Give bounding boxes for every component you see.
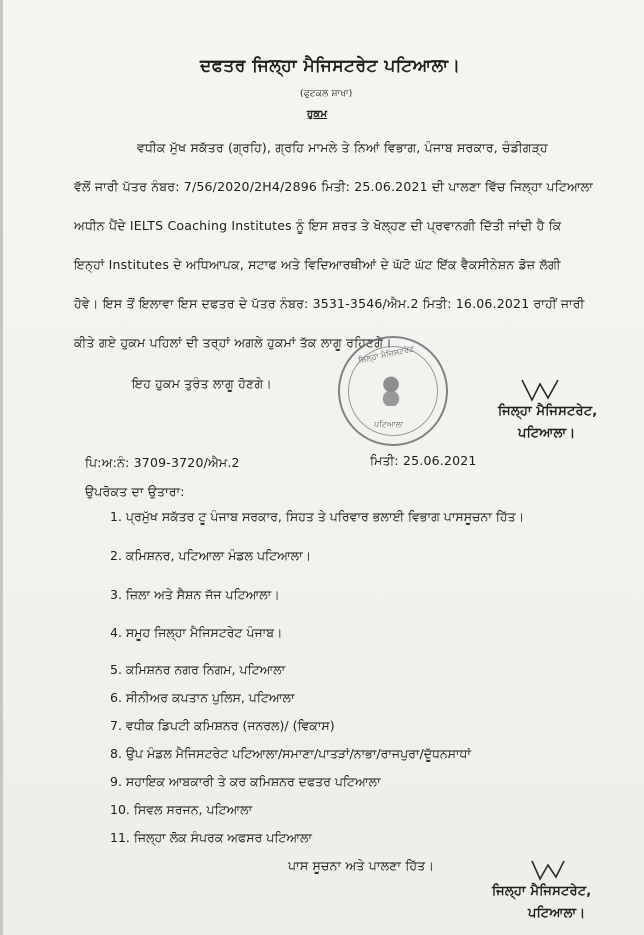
recipient-item-7: 7. ਵਧੀਕ ਡਿਪਟੀ ਕਮਿਸ਼ਨਰ (ਜਨਰਲ)/ (ਵਿਕਾਸ) bbox=[110, 718, 335, 733]
body-line-3: ਅਧੀਨ ਪੈਂਦੇ IELTS Coaching Institutes ਨੂੰ ਇਸ ਸ਼ਰਤ ਤੇ ਖੋਲ੍ਹਣ ਦੀ ਪ੍ਰਵਾਨਗੀ ਦਿੱਤੀ ਜਾਂਦੀ ਹੈ ਕਿ bbox=[74, 218, 562, 233]
signatory-place-2: ਪਟਿਆਲਾ। bbox=[528, 906, 586, 921]
recipient-item-11: 11. ਜਿਲ੍ਹਾ ਲੋਕ ਸੰਪਰਕ ਅਫਸਰ ਪਟਿਆਲਾ bbox=[110, 830, 312, 845]
body-line-2: ਵੱਲੋਂ ਜਾਰੀ ਪੱਤਰ ਨੰਬਰ: 7/56/2020/2H4/2896 ਮਿਤੀ: 25.06.2021 ਦੀ ਪਾਲਣਾ ਵਿੱਚ ਜਿਲ੍ਹਾ ਪਟਿਆਲਾ bbox=[74, 179, 593, 194]
signatory-designation-1: ਜਿਲ੍ਹਾ ਮੈਜਿਸਟਰੇਟ, bbox=[498, 404, 598, 419]
endorsement-number: ਪਿ:ਅ:ਨੰ: 3709-3720/ਐਮ.2 bbox=[85, 455, 240, 470]
endorsement-intro: ਉਪਰੋਕਤ ਦਾ ਉਤਾਰਾ: bbox=[85, 484, 185, 499]
recipient-item-1: 1. ਪ੍ਰਮੁੱਖ ਸਕੱਤਰ ਟੂ ਪੰਜਾਬ ਸਰਕਾਰ, ਸਿਹਤ ਤੇ ਪਰਿਵਾਰ ਭਲਾਈ ਵਿਭਾਗ ਪਾਸਸੂਚਨਾ ਹਿੱਤ। bbox=[110, 509, 524, 524]
seal-top-text: ਜ਼ਿਲ੍ਹਾ ਮੈਜਿਸਟਰੇਟ bbox=[357, 344, 415, 365]
body-line-1: ਵਧੀਕ ਮੁੱਖ ਸਕੱਤਰ (ਗ੍ਰਹਿ), ਗ੍ਰਹਿ ਮਾਮਲੇ ਤੇ ਨਿਆਂ ਵਿਭਾਗ, ਪੰਜਾਬ ਸਰਕਾਰ, ਚੰਡੀਗੜ੍ਹ bbox=[137, 140, 548, 155]
branch-label: (ਫੁਟਕਲ ਸ਼ਾਖਾ) bbox=[300, 89, 353, 99]
seal-bottom-text: ਪਟਿਆਲਾ bbox=[374, 420, 404, 429]
body-line-6: ਕੀਤੇ ਗਏ ਹੁਕਮ ਪਹਿਲਾਂ ਦੀ ਤਰ੍ਹਾਂ ਅਗਲੇ ਹੁਕਮਾਂ ਤੱਕ ਲਾਗੂ ਰਹਿਣਗੇ। bbox=[74, 335, 392, 350]
closing-line: ਪਾਸ ਸੂਚਨਾ ਅਤੇ ਪਾਲਣਾ ਹਿੱਤ। bbox=[288, 858, 435, 873]
recipient-item-3: 3. ਜ਼ਿਲਾ ਅਤੇ ਸੈਸ਼ਨ ਜੱਜ ਪਟਿਆਲਾ। bbox=[110, 587, 280, 602]
office-seal bbox=[338, 336, 448, 446]
signatory-place-1: ਪਟਿਆਲਾ। bbox=[518, 426, 576, 441]
effective-line: ਇਹ ਹੁਕਮ ਤੁਰੰਤ ਲਾਗੂ ਹੋਣਗੇ। bbox=[132, 376, 272, 391]
order-heading: ਹੁਕਮ bbox=[307, 109, 328, 120]
recipient-item-5: 5. ਕਮਿਸ਼ਨਰ ਨਗਰ ਨਿਗਮ, ਪਟਿਆਲਾ bbox=[110, 662, 286, 677]
endorsement-date: ਮਿਤੀ: 25.06.2021 bbox=[370, 453, 477, 468]
body-line-4: ਇਨ੍ਹਾਂ Institutes ਦੇ ਅਧਿਆਪਕ, ਸਟਾਫ ਅਤੇ ਵਿਦਿਆਰਥੀਆਂ ਦੇ ਘੱਟੋ ਘੱਟ ਇੱਕ ਵੈਕਸੀਨੇਸ਼ਨ ਡੋਜ਼ ਲੱਗੀ bbox=[74, 257, 561, 272]
body-line-5: ਹੋਵੇ। ਇਸ ਤੋਂ ਇਲਾਵਾ ਇਸ ਦਫਤਰ ਦੇ ਪੱਤਰ ਨੰਬਰ: 3531-3546/ਐਮ.2 ਮਿਤੀ: 16.06.2021 ਰਾਹੀਂ ਜਾਰੀ bbox=[74, 296, 585, 311]
page-edge bbox=[0, 0, 3, 935]
emblem-icon bbox=[378, 370, 404, 406]
signature-mark-2 bbox=[528, 857, 578, 885]
signature-mark-1 bbox=[518, 376, 578, 406]
signatory-designation-2: ਜਿਲ੍ਹਾ ਮੈਜਿਸਟਰੇਟ, bbox=[492, 884, 592, 899]
recipient-item-6: 6. ਸੀਨੀਅਰ ਕਪਤਾਨ ਪੁਲਿਸ, ਪਟਿਆਲਾ bbox=[110, 690, 295, 705]
recipient-item-4: 4. ਸਮੂਹ ਜਿਲ੍ਹਾ ਮੈਜਿਸਟਰੇਟ ਪੰਜਾਬ। bbox=[110, 625, 283, 640]
recipient-item-2: 2. ਕਮਿਸ਼ਨਰ, ਪਟਿਆਲਾ ਮੰਡਲ ਪਟਿਆਲਾ। bbox=[110, 548, 312, 563]
recipient-item-8: 8. ਉਪ ਮੰਡਲ ਮੈਜਿਸਟਰੇਟ ਪਟਿਆਲਾ/ਸਮਾਣਾ/ਪਾਤੜਾਂ/ਨਾਭਾ/ਰਾਜਪੁਰਾ/ਦੂੱਧਨਸਾਧਾਂ bbox=[110, 746, 471, 761]
recipient-item-9: 9. ਸਹਾਇਕ ਆਬਕਾਰੀ ਤੇ ਕਰ ਕਮਿਸ਼ਨਰ ਦਫਤਰ ਪਟਿਆਲਾ bbox=[110, 774, 381, 789]
recipient-item-10: 10. ਸਿਵਲ ਸਰਜਨ, ਪਟਿਆਲਾ bbox=[110, 802, 253, 817]
office-title: ਦਫਤਰ ਜਿਲ੍ਹਾ ਮੈਜਿਸਟਰੇਟ ਪਟਿਆਲਾ। bbox=[200, 56, 461, 76]
